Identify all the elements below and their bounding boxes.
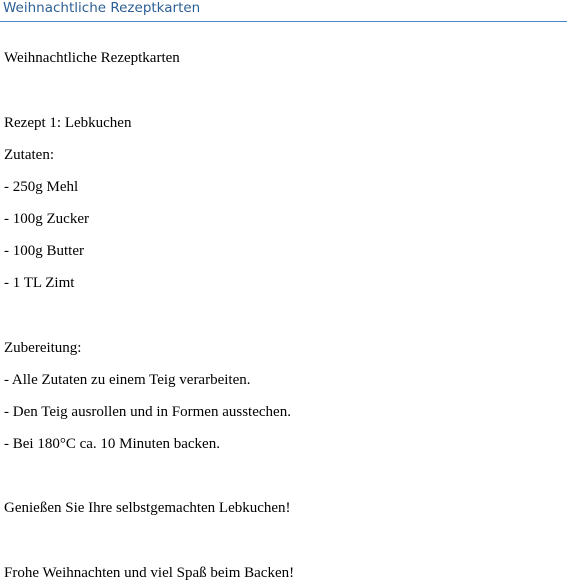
preparation-label: Zubereitung: — [4, 340, 82, 356]
document-title: Weihnachtliche Rezeptkarten — [4, 50, 180, 66]
ingredient-item: - 1 TL Zimt — [4, 275, 75, 291]
closing-line: Genießen Sie Ihre selbstgemachten Lebkuchen! — [4, 500, 291, 516]
page-header — [0, 0, 567, 22]
ingredient-item: - 100g Butter — [4, 243, 84, 259]
preparation-step: - Alle Zutaten zu einem Teig verarbeiten. — [4, 372, 251, 388]
recipe-heading: Rezept 1: Lebkuchen — [4, 115, 132, 131]
header-title: Weihnachtliche Rezeptkarten — [3, 0, 201, 16]
ingredient-item: - 250g Mehl — [4, 179, 79, 195]
ingredient-item: - 100g Zucker — [4, 211, 89, 227]
ingredients-label: Zutaten: — [4, 147, 54, 163]
preparation-step: - Den Teig ausrollen und in Formen ausstechen. — [4, 404, 291, 420]
preparation-step: - Bei 180°C ca. 10 Minuten backen. — [4, 436, 220, 452]
greeting-line: Frohe Weihnachten und viel Spaß beim Backen! — [4, 565, 295, 581]
